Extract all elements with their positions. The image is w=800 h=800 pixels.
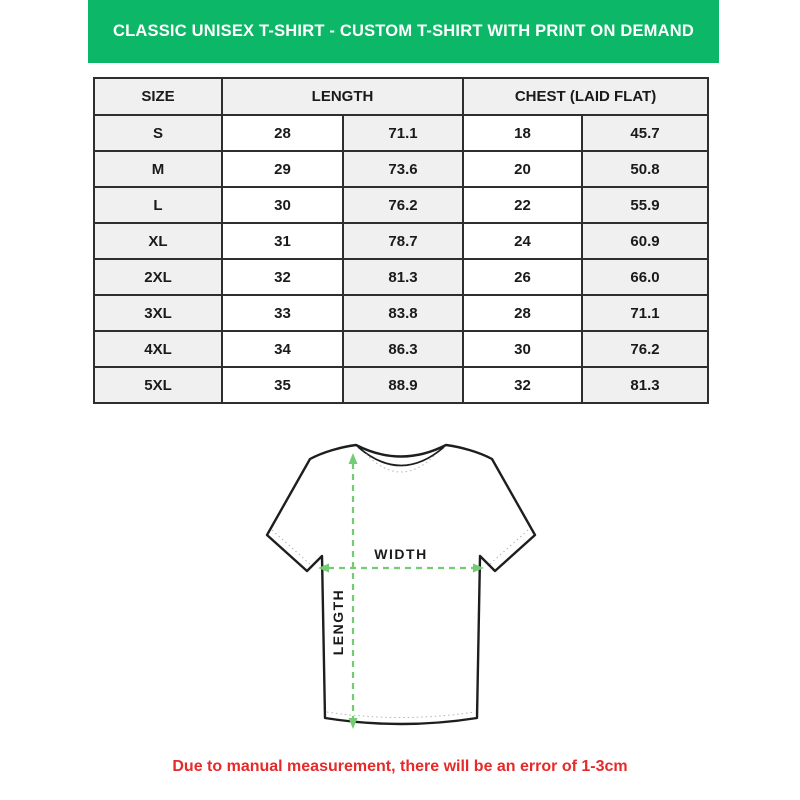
tshirt-outline-shape: [267, 445, 535, 724]
table-row: [94, 259, 708, 295]
length-cm-cell: 81.3: [343, 259, 463, 295]
table-row: [94, 187, 708, 223]
chest-cm-cell: 81.3: [582, 367, 708, 403]
table-row: [94, 367, 708, 403]
chest-cm-cell: 71.1: [582, 295, 708, 331]
length-in-cell: 31: [222, 223, 343, 259]
size-cell: L: [94, 187, 222, 223]
table-header-row: [94, 78, 708, 115]
header-chest: CHEST (LAID FLAT): [463, 78, 708, 115]
chest-in-cell: 26: [463, 259, 582, 295]
table-row: [94, 223, 708, 259]
length-cm-cell: 73.6: [343, 151, 463, 187]
size-table-body: [94, 115, 708, 403]
chest-cm-cell: 76.2: [582, 331, 708, 367]
chest-in-cell: 20: [463, 151, 582, 187]
length-in-cell: 29: [222, 151, 343, 187]
chest-in-cell: 32: [463, 367, 582, 403]
page-title: CLASSIC UNISEX T-SHIRT - CUSTOM T-SHIRT WITH PRINT ON DEMAND: [113, 22, 694, 40]
length-in-cell: 33: [222, 295, 343, 331]
length-cm-cell: 76.2: [343, 187, 463, 223]
length-label: LENGTH: [330, 588, 346, 656]
length-cm-cell: 86.3: [343, 331, 463, 367]
length-cm-cell: 88.9: [343, 367, 463, 403]
table-row: [94, 115, 708, 151]
chest-cm-cell: 60.9: [582, 223, 708, 259]
table-row: [94, 151, 708, 187]
chest-in-cell: 28: [463, 295, 582, 331]
length-arrow-bottom-head: [349, 718, 358, 729]
table-row: [94, 295, 708, 331]
size-cell: 4XL: [94, 331, 222, 367]
length-cm-cell: 83.8: [343, 295, 463, 331]
chest-in-cell: 24: [463, 223, 582, 259]
chest-cm-cell: 45.7: [582, 115, 708, 151]
size-table: [93, 77, 709, 404]
chest-cm-cell: 50.8: [582, 151, 708, 187]
chest-in-cell: 30: [463, 331, 582, 367]
size-cell: 5XL: [94, 367, 222, 403]
table-row: [94, 331, 708, 367]
length-in-cell: 35: [222, 367, 343, 403]
header-size: SIZE: [94, 78, 222, 115]
length-in-cell: 30: [222, 187, 343, 223]
length-cm-cell: 71.1: [343, 115, 463, 151]
chest-in-cell: 22: [463, 187, 582, 223]
measurement-note: Due to manual measurement, there will be an error of 1-3cm: [172, 758, 628, 775]
length-in-cell: 34: [222, 331, 343, 367]
size-cell: M: [94, 151, 222, 187]
size-cell: S: [94, 115, 222, 151]
size-cell: 2XL: [94, 259, 222, 295]
width-label: WIDTH: [374, 546, 428, 562]
length-cm-cell: 78.7: [343, 223, 463, 259]
chest-cm-cell: 55.9: [582, 187, 708, 223]
chest-in-cell: 18: [463, 115, 582, 151]
title-banner: [88, 0, 719, 63]
chest-cm-cell: 66.0: [582, 259, 708, 295]
header-length: LENGTH: [222, 78, 463, 115]
size-cell: 3XL: [94, 295, 222, 331]
size-cell: XL: [94, 223, 222, 259]
length-in-cell: 28: [222, 115, 343, 151]
tshirt-diagram: [255, 428, 545, 733]
length-in-cell: 32: [222, 259, 343, 295]
